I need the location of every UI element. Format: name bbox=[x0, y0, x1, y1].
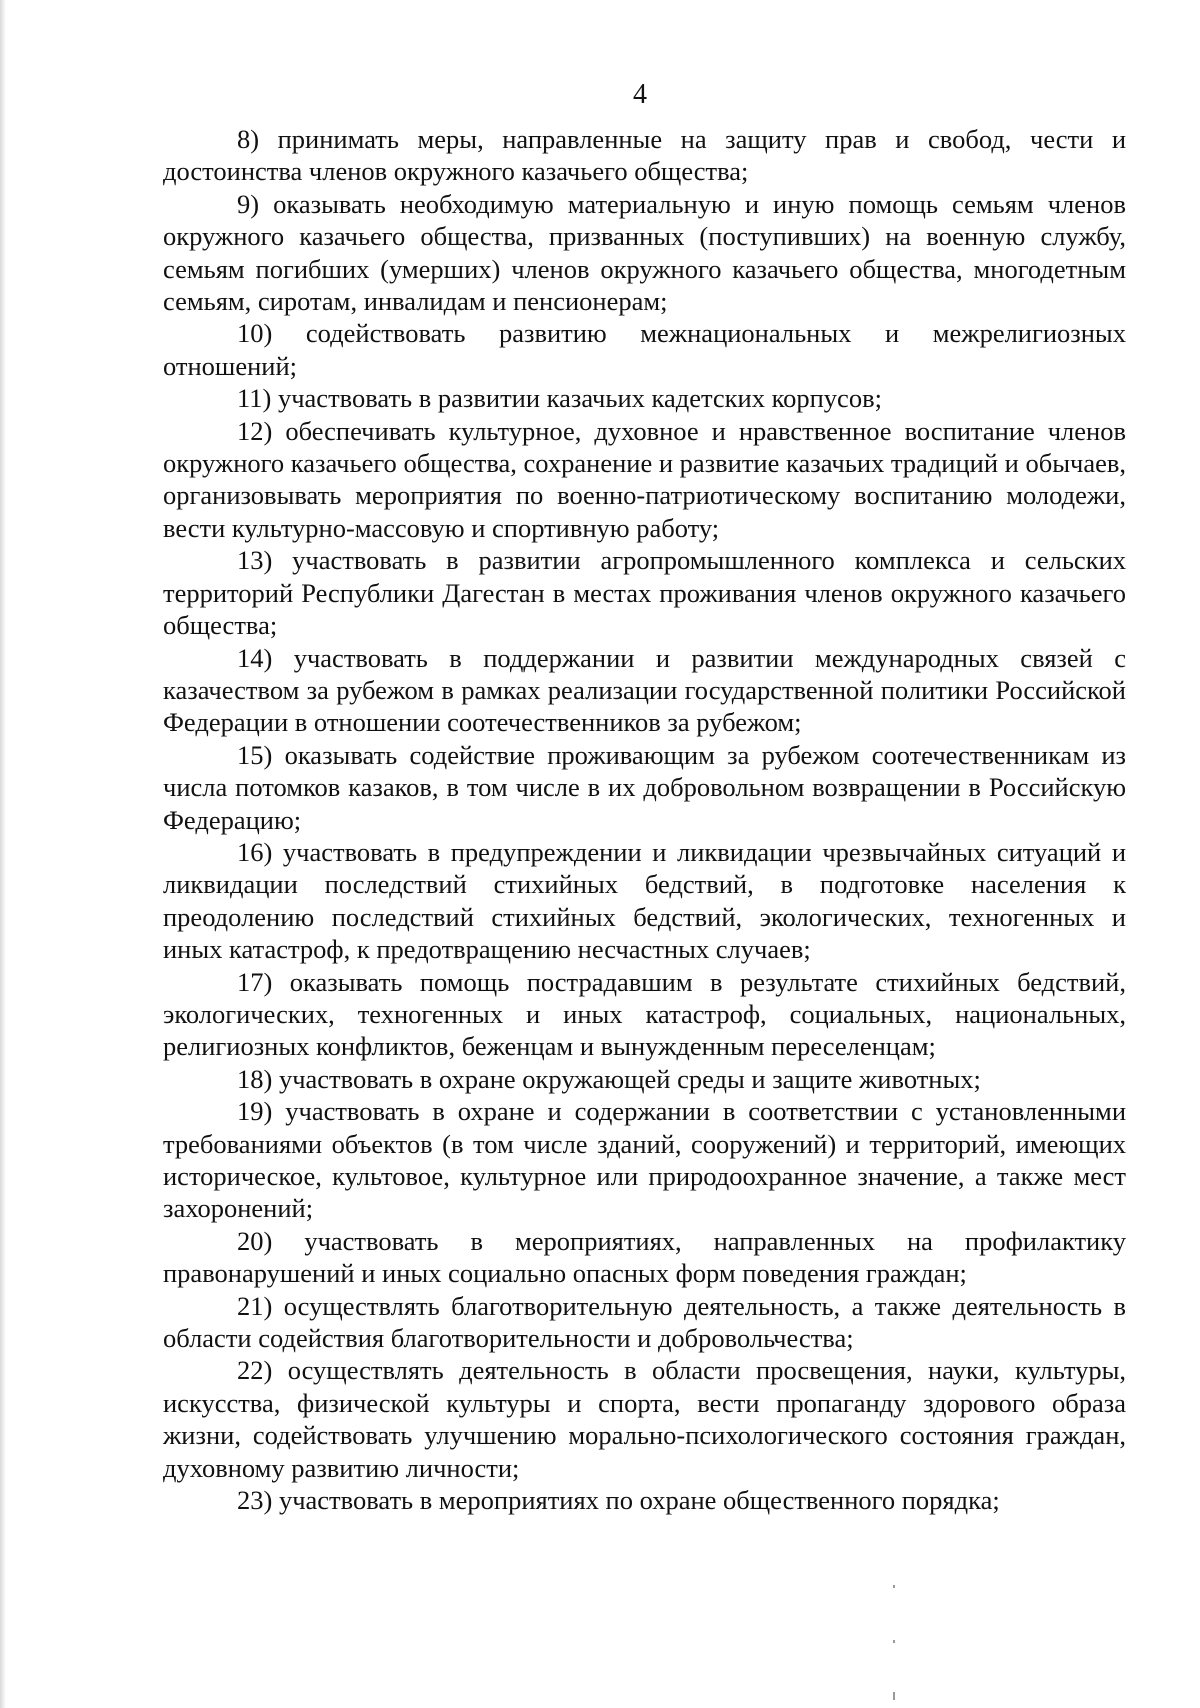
list-item: 22) осуществлять деятельность в области просвещения, науки, культуры, искусства, физической культуры и спорта, вести пропаганду здорового образа жизни, содействовать улучшению морально-психологического состояния граждан, духовному развитию личности; bbox=[163, 1355, 1126, 1483]
scan-speck bbox=[893, 1692, 895, 1700]
list-item: 11) участвовать в развитии казачьих кадетских корпусов; bbox=[237, 383, 882, 414]
list-item: 9) оказывать необходимую материальную и иную помощь семьям членов окружного казачьего общества, призванных (поступивших) на военную службу, семьям погибших (умерших) членов окружного казачьего общества, многодетным семьям, сиротам, инвалидам и пенсионерам; bbox=[163, 188, 1126, 317]
list-item: 19) участвовать в охране и содержании в соответствии с установленными требованиями объектов (в том числе зданий, сооружений) и территорий, имеющих историческое, культовое, культурное или природоохранное значение, а также мест захоронений; bbox=[163, 1096, 1126, 1224]
list-item: 20) участвовать в мероприятиях, направленных на профилактику правонарушений и иных социально опасных форм поведения граждан; bbox=[163, 1225, 1126, 1289]
list-item: 16) участвовать в предупреждении и ликвидации чрезвычайных ситуаций и ликвидации последствий стихийных бедствий, в подготовке населения к преодолению последствий стихийных бедствий, экологических, техногенных и иных катастроф, к предотвращению несчастных случаев; bbox=[163, 836, 1126, 965]
list-item: 21) осуществлять благотворительную деятельность, а также деятельность в области содействия благотворительности и добровольчества; bbox=[163, 1290, 1126, 1354]
page-number: 4 bbox=[633, 79, 647, 110]
list-item: 18) участвовать в охране окружающей среды и защите животных; bbox=[237, 1063, 981, 1094]
list-item: 14) участвовать в поддержании и развитии международных связей с казачеством за рубежом в рамках реализации государственной политики Российской Федерации в отношении соотечественников за рубежом; bbox=[163, 642, 1126, 738]
list-item: 23) участвовать в мероприятиях по охране общественного порядка; bbox=[237, 1485, 1000, 1516]
list-item: 17) оказывать помощь пострадавшим в результате стихийных бедствий, экологических, техногенных и иных катастроф, социальных, национальных, религиозных конфликтов, беженцам и вынужденным переселенцам; bbox=[163, 966, 1126, 1062]
list-item: 12) обеспечивать культурное, духовное и нравственное воспитание членов окружного казачьего общества, сохранение и развитие казачьих традиций и обычаев, организовывать мероприятия по военно-патриотическому воспитанию молодежи, вести культурно-массовую и спортивную работу; bbox=[163, 415, 1126, 543]
document-body bbox=[163, 123, 1126, 1516]
scan-speck bbox=[893, 1640, 895, 1643]
list-item: 13) участвовать в развитии агропромышленного комплекса и сельских территорий Республики Дагестан в местах проживания членов окружного казачьего общества; bbox=[163, 545, 1126, 641]
scan-speck bbox=[893, 1585, 895, 1588]
list-item: 8) принимать меры, направленные на защиту прав и свобод, чести и достоинства членов окружного казачьего общества; bbox=[163, 124, 1126, 187]
list-item: 15) оказывать содействие проживающим за рубежом соотечественникам из числа потомков казаков, в том числе в их добровольном возвращении в Российскую Федерацию; bbox=[163, 739, 1126, 835]
scan-edge-shadow bbox=[0, 0, 6, 1708]
list-item: 10) содействовать развитию межнациональных и межрелигиозных отношений; bbox=[163, 318, 1126, 381]
